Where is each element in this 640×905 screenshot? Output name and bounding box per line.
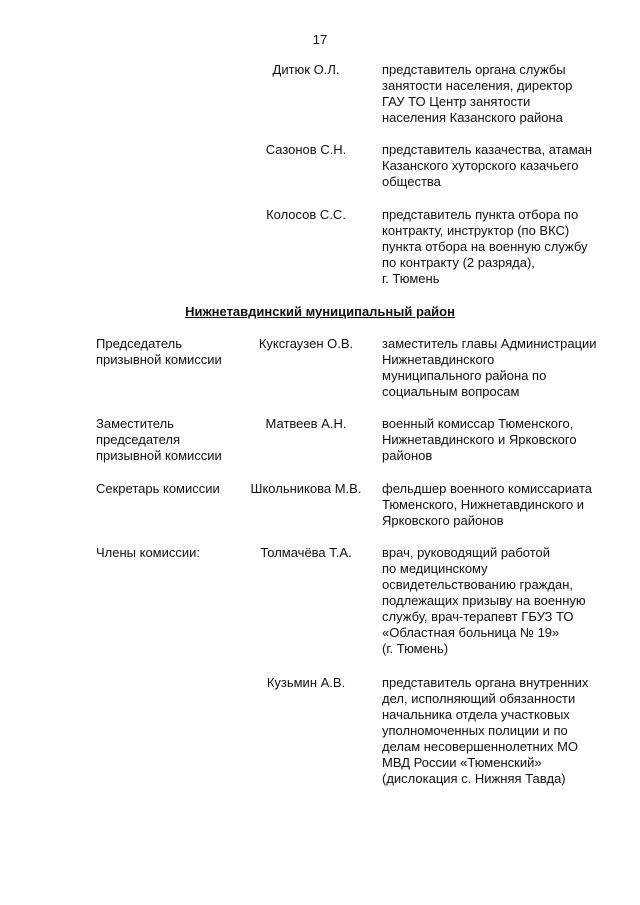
member-name: Школьникова М.В. — [250, 481, 362, 496]
member-description: представитель казачества, атаман Казанского хуторского казачьего общества — [382, 142, 593, 189]
member-description: представитель органа внутренних дел, исполняющий обязанности начальника отдела участковых уполномоченных полиции и по делам несовершеннолетних МО МВД России «Тюменский» (дислокация с. Нижняя Тавда) — [382, 675, 589, 786]
member-description: фельдшер военного комиссариата Тюменского, Нижнетавдинского и Ярковского районов — [382, 481, 593, 528]
commission-role: Секретарь комиссии — [96, 481, 220, 496]
member-name: Колосов С.С. — [266, 207, 346, 222]
member-name: Куксгаузен О.В. — [258, 336, 354, 351]
member-name: Кузьмин А.В. — [266, 675, 346, 690]
member-description: представитель органа службы занятости населения, директор ГАУ ТО Центр занятости населения Казанского района — [382, 62, 573, 125]
member-name: Толмачёва Т.А. — [260, 545, 352, 560]
commission-role: Председатель призывной комиссии — [96, 336, 222, 367]
member-name: Матвеев А.Н. — [265, 416, 347, 431]
member-name: Дитюк О.Л. — [272, 62, 340, 77]
commission-role: Заместитель председателя призывной комиссии — [96, 416, 222, 463]
page-number: 17 — [312, 32, 328, 47]
member-name: Сазонов С.Н. — [265, 142, 347, 157]
member-description: военный комиссар Тюменского, Нижнетавдинского и Ярковского районов — [382, 416, 577, 463]
member-description: представитель пункта отбора по контракту, инструктор (по ВКС) пункта отбора на военную службу по контракту (2 разряда), г. Тюмень — [382, 207, 588, 286]
member-description: заместитель главы Администрации Нижнетавдинского муниципального района по социальным вопросам — [382, 336, 597, 399]
section-title: Нижнетавдинский муниципальный район — [185, 304, 455, 319]
commission-role: Члены комиссии: — [96, 545, 201, 560]
member-description: врач, руководящий работой по медицинскому освидетельствованию граждан, подлежащих призыву на военную службу, врач-терапевт ГБУЗ ТО «Областная больница № 19» (г. Тюмень) — [382, 545, 586, 656]
